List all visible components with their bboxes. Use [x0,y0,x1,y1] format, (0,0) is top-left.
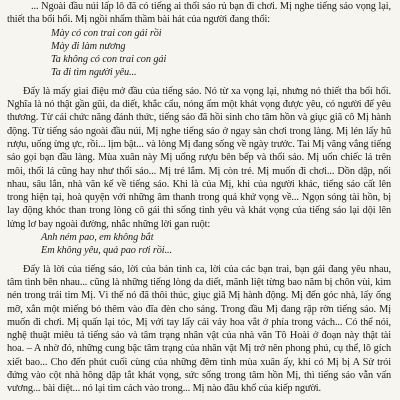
paragraph-conclusion: Đấy là lời của tiếng sáo, lời của bản tình ca, lời của các bạn trai, bạn gái đang yêu nhau, tâm tình bên nhau... cũng là những tiếng lòng da diết, mãnh liệt từng bao năm bị chôn vùi, kìm nén trong trái tim Mị. Vì thế nó đã thôi thúc, giục giã Mị hành động. Mị đến góc nhà, lấy ống mỡ, xắn một miếng bỏ thêm vào đĩa đèn cho sáng. Trong đầu Mị đang rập rờn tiếng sáo. Mị muốn đi chơi. Mị quấn lại tóc, Mị với tay lấy cái váy hoa vắt ở phía trong vách... Có thể nói, nghệ thuật miêu tả tiếng sáo và tâm trạng nhân vật của nhà văn Tô Hoài ở đoạn này thật tài hoa. – A nhờ đó, những cung bậc tâm trạng của nhân vật Mị trở nên phong phú, cụ thể, lô gích xiết bao... Cho đến phút cuối cùng của những đêm tình mùa xuân ấy, khi có Mị bị A Sử trói đứng vào cột nhà hông dập tắt khát vọng, sức sống trong tâm hồn Mị, thì tiếng sáo vẫn vấn vương... bài diệt... nó lại tìm cách vào trong... Mị nào đâu khổ của kiếp người. [7,263,391,395]
paragraph-analysis: Đấy là mấy giai điệu mở đầu của tiếng sáo. Nó từ xa vọng lại, nhưng nó thiết tha bổi hổi. Nghĩa là nó thật gần gũi, da diết, khắc cẩu, nóng ấm một khát vọng được yêu, có người để yêu thương. Từ cái chức năng đánh thức, tiếng sáo đã hồi sinh cho tâm hồn và giục giã cô Mị hành động. Từ tiếng sáo ngoài đầu núi, Mị nghe tiếng sáo ở ngay sàn chơi trong làng. Mị lén lấy hũ rượu, uống ừng ực, rồi... lịm bật... và lòng Mị đang sống về ngày trước. Tai Mị văng vẳng tiếng sáo gọi bạn đầu làng. Mùa xuân này Mị uống rượu bên bếp và thổi sáo. Mị uốn chiếc lá trên môi, thổi lá cũng hay như thổi sáo... Mị trẻ lắm. Mị còn trẻ. Mị muốn đi chơi... Dồn dập, nối nhau, sâu lắn, nhà văn kể về tiếng sáo. Khi là của Mị, khi của người khác, tiếng sáo cất lên trong hiện tại, hoà quyện với những âm thanh trong quá khứ vọng về... Ngọn sóng tài hồn, bị lay động khóc than trong lòng cô gái thì sống tinh yêu và khát vọng của tiếng sáo lại dội lên lửng lơ bay ngoài đường, nhắc những lời gan ruột: [7,85,391,230]
poem-line: Anh ném pao, em không bắt [41,232,154,244]
poem-line: Ta không có con trai con gái [51,54,167,66]
poem-line: Mày đi làm nương [51,40,126,52]
poem-quote-1 [51,27,391,80]
poem-line: Ta đi tìm người yêu... [51,67,137,79]
poem-line: Em không yêu, quả pao rơi rồi... [41,245,172,257]
poem-line: Mày có con trai con gái rồi [51,27,162,39]
paragraph-intro: ... Ngoài đầu núi lấp lô đã có tiếng ai thổi sáo rủ bạn đi chơi. Mị nghe tiếng sáo vọng lại, thiết tha bổi hổi. Mị ngồi nhẩm thầm bài hát của người đang thổi: [7,1,391,26]
poem-quote-2 [41,231,391,258]
